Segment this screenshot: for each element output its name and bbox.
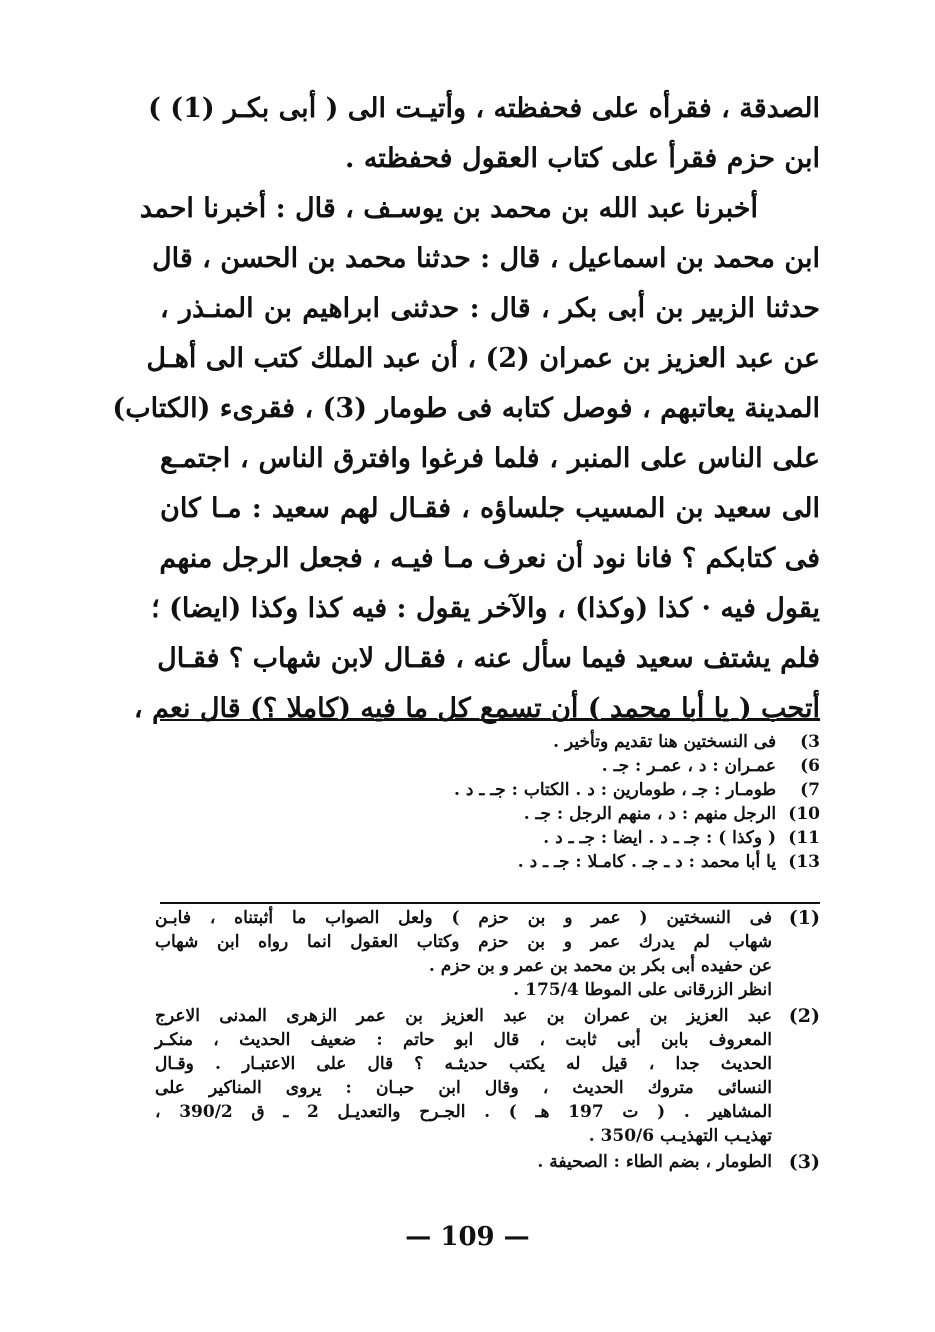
- footnote-line: عبد العزيز بن عمران بن عبد العزيز بن عمر الزهرى المدنى الاعرج: [155, 1006, 772, 1026]
- footnote-3: [155, 1150, 820, 1174]
- variant-text: يا أبا محمد : د ـ جـ . كامـلا : جـ ـ د .: [517, 852, 777, 872]
- main-line: المدينة يعاتبهم ، فوصل كتابه فى طومار (3) ، فقرىء (الكتاب): [112, 393, 820, 424]
- variant-number: 6): [800, 756, 820, 776]
- variant-note: [220, 754, 820, 778]
- main-line: الى سعيد بن المسيب جلساؤه ، فقـال لهم سعيد : مـا كان: [160, 493, 820, 524]
- variant-note: [220, 802, 820, 826]
- footnote-body: [155, 906, 772, 1002]
- main-line: أخبرنا عبد الله بن محمد بن يوسـف ، قال : أخبرنا احمد: [139, 193, 758, 224]
- footnote-line: الحديث جدا ، قيل له يكتب حديثـه ؟ قال على الاعتبـار . وقـال: [155, 1054, 772, 1074]
- main-text-divider: [160, 719, 820, 721]
- main-line: على الناس على المنبر ، فلما فرغوا وافترق الناس ، اجتمـع: [160, 443, 820, 474]
- footnote-number: (3): [788, 1151, 820, 1173]
- footnote-line: الطومار ، بضم الطاء : الصحيفة .: [537, 1152, 772, 1172]
- footnote-1: [155, 906, 820, 1002]
- main-line: الصدقة ، فقرأه على فحفظته ، وأتيـت الى ( أبى بكـر (1) ): [148, 93, 820, 124]
- main-line-last: [133, 684, 820, 734]
- footnote-2: [155, 1004, 820, 1148]
- footnotes: [155, 906, 820, 1176]
- footnote-line: المشاهير . ( ت 197 هـ ) . الجـرح والتعديـل 2 ـ ق 390/2 ،: [155, 1102, 772, 1122]
- footnote-number: (1): [788, 907, 820, 929]
- variant-note: [220, 850, 820, 874]
- main-line: فلم يشتف سعيد فيما سأل عنه ، فقـال لابن شهاب ؟ فقـال: [157, 643, 820, 674]
- variant-number: 13): [788, 852, 820, 872]
- variant-number: 3): [800, 732, 820, 752]
- variant-note: [220, 730, 820, 754]
- variant-text: فى النسختين هنا تقديم وتأخير .: [553, 732, 777, 752]
- variant-text: ( وكذا ) : جـ ـ د . ايضا : جـ ـ د .: [543, 828, 777, 848]
- footnote-line: المعروف بابن أبى ثابت ، قال ابو حاتم : ضعيف الحديث ، منكـر: [155, 1030, 772, 1050]
- variant-text: عمـران : د ، عمـر : جـ .: [601, 756, 777, 776]
- variant-text: طومـار : جـ ، طومارين : د . الكتاب : جـ ـ د .: [454, 780, 777, 800]
- last-line-tail: قال نعم ،: [133, 693, 241, 724]
- footnote-line: انظر الزرقانى على الموطا 175/4 .: [513, 980, 772, 1000]
- footnote-line: شهاب لم يدرك عمر و بن حزم وكتاب العقول انما رواه ابن شهاب: [155, 932, 772, 952]
- main-line: فى كتابكم ؟ فانا نود أن نعرف مـا فيـه ، فجعل الرجل منهم: [159, 543, 820, 574]
- variant-number: 11): [788, 828, 820, 848]
- main-line: يقول فيه · كذا (وكذا) ، والآخر يقول : فيه كذا وكذا (ايضا) ؛: [151, 593, 820, 624]
- footnote-body: [155, 1150, 772, 1174]
- underlined-phrase: أتحب ( يا أبا محمد ) أن تسمع كل ما فيه (كاملا ؟): [250, 693, 820, 724]
- page-number: — 109 —: [405, 1222, 530, 1252]
- main-line: عن عبد العزيز بن عمران (2) ، أن عبد الملك كتب الى أهـل: [146, 343, 820, 374]
- footnote-line: تهذيـب التهذيـب 350/6 .: [588, 1126, 772, 1146]
- variant-note: [220, 778, 820, 802]
- main-line: ابن محمد بن اسماعيل ، قال : حدثنا محمد بن الحسن ، قال: [152, 243, 820, 274]
- footnote-line: النسائى متروك الحديث ، وقال ابن حبـان : يروى المناكير على: [155, 1078, 772, 1098]
- footnote-body: [155, 1004, 772, 1148]
- footnotes-divider: [160, 902, 820, 904]
- variant-note: [220, 826, 820, 850]
- variant-text: الرجل منهم : د ، منهم الرجل : جـ .: [523, 804, 777, 824]
- main-line: ابن حزم فقرأ على كتاب العقول فحفظته .: [345, 143, 820, 174]
- footnote-line: فى النسختين ( عمر و بن حزم ) ولعل الصواب ما أثبتناه ، فابـن: [155, 908, 772, 928]
- variant-number: 10): [788, 804, 820, 824]
- footnote-number: (2): [788, 1005, 820, 1027]
- manuscript-variants: [220, 730, 820, 874]
- main-line: حدثنا الزبير بن أبى بكر ، قال : حدثنى ابراهيم بن المنـذر ،: [160, 293, 820, 324]
- main-text: [112, 84, 820, 734]
- variant-number: 7): [800, 780, 820, 800]
- footnote-line: عن حفيده أبى بكر بن محمد بن عمر و بن حزم .: [428, 956, 772, 976]
